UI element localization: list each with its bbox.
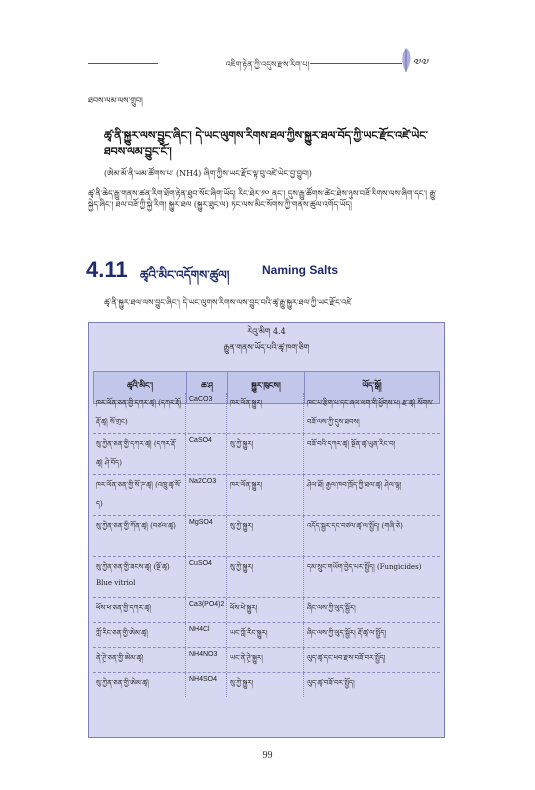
table-caption: རྒྱུན་གནས་ཡོད་པའི་ཚྭ་ཁག་ཅིག	[223, 343, 310, 352]
cell-salt-name: སུ་ཀྱེན་ཅན་གྱི་ཟངས་ཚྭ། (སྔོ་ཚྭ) Blue vitriol	[93, 557, 186, 597]
header-uses: ཡོད་སྒོ།	[362, 380, 382, 390]
cell-acid: ཕོས་ཕེ་སྐྱུར།	[227, 598, 304, 622]
cell-formula: CuSO4	[186, 557, 227, 597]
table-row	[93, 648, 440, 673]
cell-salt-name: ཁར་ལོན་ཅན་གྱི་སོ་ཌ་ཚྭ། (འཁྲུ་ཚྭ་སོ་ད)	[93, 475, 186, 515]
section-title: ཚྭའི་མིང་འདོགས་ཚུལ།	[140, 268, 230, 282]
cell-uses: ལུད་ཚྭ་དང་ཕབ་རྫས་བཟོ་བར་སྤྱོད།	[307, 654, 386, 662]
table-row	[93, 598, 440, 623]
table-row	[93, 516, 440, 557]
cell-formula: NH4Cl	[186, 623, 227, 647]
cell-formula: Ca3(PO4)2	[186, 598, 227, 622]
cell-acid: ཁར་ལོན་སྐྱུར།	[227, 475, 304, 515]
cell-formula: MgSO4	[186, 516, 227, 556]
cell-salt-name: ཀློ་རིང་ཅན་གྱི་ཨེམ་ཚྭ།	[93, 623, 186, 647]
section-intro: ཚྭ་ནི་སྐྱུར་ཐལ་ལས་བྱུང་ཞིང་། དེ་ཡང་ལུགས་རིགས་ལས་བྱུང་བའི་ཚྭ་རྒྱུ་སྐྱུར་ཐལ་ཀྱི་ཡང་རྫོང་འཛེ	[104, 298, 352, 307]
cell-acid: ཡང་ནེ་ཊྲེ་སྐྱུར།	[227, 648, 304, 672]
page-number: 99	[262, 750, 273, 761]
salts-table	[88, 322, 445, 738]
cell-uses: ལུད་ཚྭ་བཟོ་བར་སྤྱོད།	[307, 679, 355, 687]
table-body	[93, 393, 440, 697]
cell-acid: སུ་ཀྱེ་སྐྱུར།	[227, 673, 304, 697]
cell-acid: སུ་ཀྱེ་སྐྱུར།	[227, 434, 304, 474]
cell-salt-name: སུ་ཀྱེན་ཅན་གྱི་ཨེམ་ཚྭ།	[93, 673, 186, 697]
cell-acid: ཡང་ཀློ་རིང་སྐྱུར།	[227, 623, 304, 647]
cell-uses: ཤེལ་ཐོ། རྒྱལ་ཁབ་ཁྲོད་ཀྱི་ཐལ་ཚྭ། ཤེལ་ལྷ།	[307, 481, 402, 489]
cell-uses: དམ་སྲུང་གཡོག་བྱེད་པར་སྤྱོད། (Fungicides)	[307, 563, 422, 571]
table-row	[93, 393, 440, 434]
cell-formula: NH4NO3	[186, 648, 227, 672]
cell-salt-name: སུ་ཀྱེན་ཅན་གྱི་དཀར་ཚྭ། (དཀར་རྡོ་ཚྭ། ཤེ་བོད)	[93, 434, 186, 474]
cell-uses: ཞིང་ལས་ཀྱི་ལུད་སྦྱོར།	[307, 604, 356, 612]
cell-acid: སུ་ཀྱེ་སྐྱུར།	[227, 516, 304, 556]
header-formula: ཆ་ཤ	[187, 372, 228, 403]
header-acid-source: སྐྱུར་ཁུངས།	[228, 372, 305, 403]
cell-acid: ཁར་ལོན་སྐྱུར།	[227, 393, 304, 433]
cell-uses: འདོད་སྦྱར་དང་བཙལ་ཚྭ་ལ་སྤྱོད། (གཞི་ཅེ)	[307, 522, 403, 530]
cell-salt-name: སུ་ཀྱེན་ཅན་གྱི་ཀོན་ཚྭ། (བཙལ་ཚྭ)	[93, 516, 186, 556]
table-label: རེའུ་མིག 4.4	[247, 327, 286, 336]
cell-salt-name: ནེ་ཊྲེ་ཅན་གྱི་ཨེམ་ཚྭ།	[93, 648, 186, 672]
section-title-english: Naming Salts	[262, 263, 339, 277]
cell-acid: སུ་ཀྱེ་སྐྱུར།	[227, 557, 304, 597]
running-header: འཇིག་རྟེན་ཀྱི་འདུས་རྫས་རིག་པ།	[225, 60, 310, 69]
cell-formula: CaSO4	[186, 434, 227, 474]
bold-statement: ཚྭ་ནི་སྐྱུར་ལས་བྱུང་ཞིང་། དེ་ཡང་ལུགས་རིགས་ཐལ་ཀྱིས་སྐྱུར་ཐལ་བོད་ཀྱི་ཡང་རྫོང་འཛེ་ཡེང་ཐབས་ལམ་བྱུང་ངོ་།	[104, 129, 428, 158]
header-salt-name: ཚྭའི་མིང་།	[94, 372, 187, 403]
formula-note: (ཨེམ་མོ་ནི་ཡམ་ཚོགས་པ་ (NH4) ཞིག་ཀྱིས་ཡང་རྫོང་ལྟ་བུ་འཛེ་ཡེང་བྱ་བྱུབ།)	[104, 169, 312, 178]
cell-uses: བཟོ་བའི་དཀར་ཚྭ། སྔོན་ཚྭ་ཡུན་རིང་བ།	[307, 440, 396, 448]
cell-uses: ཞིང་ལས་ཀྱི་ལུད་སྦྱོར། རྡོ་ཚྭ་ལ་སྤྱོད།	[307, 629, 386, 637]
cell-uses: ཁང་པ་རྩིག་པ་དང་ཞལ་ལག་གི་ཕྱོགས་པ། རྫ་ཚྭ། སོགས་བཟོ་ལས་ཀྱི་དུས་ཐབས།	[307, 399, 434, 426]
table-row	[93, 557, 440, 598]
cell-formula: NH4SO4	[186, 673, 227, 697]
table-row	[93, 623, 440, 648]
intro-line: ཐབས་ལམ་ལས་གྲུབ།	[88, 96, 143, 105]
table-row	[93, 673, 440, 697]
cell-salt-name: ཁར་ལོན་ཅན་གྱི་དཀར་ཚྭ། (དཀར་རྡོ། རྡོ་ཚྭ། སོ་གྲང)	[93, 393, 186, 433]
paragraph: ཚྭ་ནི་ཆེད་རྒྱུ་གནས་ཚན་རིག་ཐོག་རྟེན་ཐུབ་སོང་ཞིག་ཡོད། རིང་ཐེར་༡༠ ནང་། དུས་རྒྱུ་ཚོགས་ཚེང་ཐེས་ཉུས་བཟོ་རིགས་ལས་ཞིག་དང་། རྒྱུ་སྐྱེད་ཞིང་། ཐལ་བཟོ་ཀྱི་སྐྱེ་རིག། སྐྱུར་ཐལ (སྐྱུར་ཐུང་ལ) ཏང་ལས་མིང་སོགས་ཀྱི་གནས་ཚུལ་འགོད་ཡོད།	[88, 189, 437, 209]
section-number: 4.11	[86, 257, 128, 282]
cell-formula: Na2CO3	[186, 475, 227, 515]
cell-salt-name: ཕོས་ཕ་ཅན་གྱི་དཀར་ཚྭ།	[93, 598, 186, 622]
header-page-marker: ༧༧	[412, 56, 428, 70]
table-row	[93, 434, 440, 475]
cell-formula: CaCO3	[186, 393, 227, 433]
table-row	[93, 475, 440, 516]
